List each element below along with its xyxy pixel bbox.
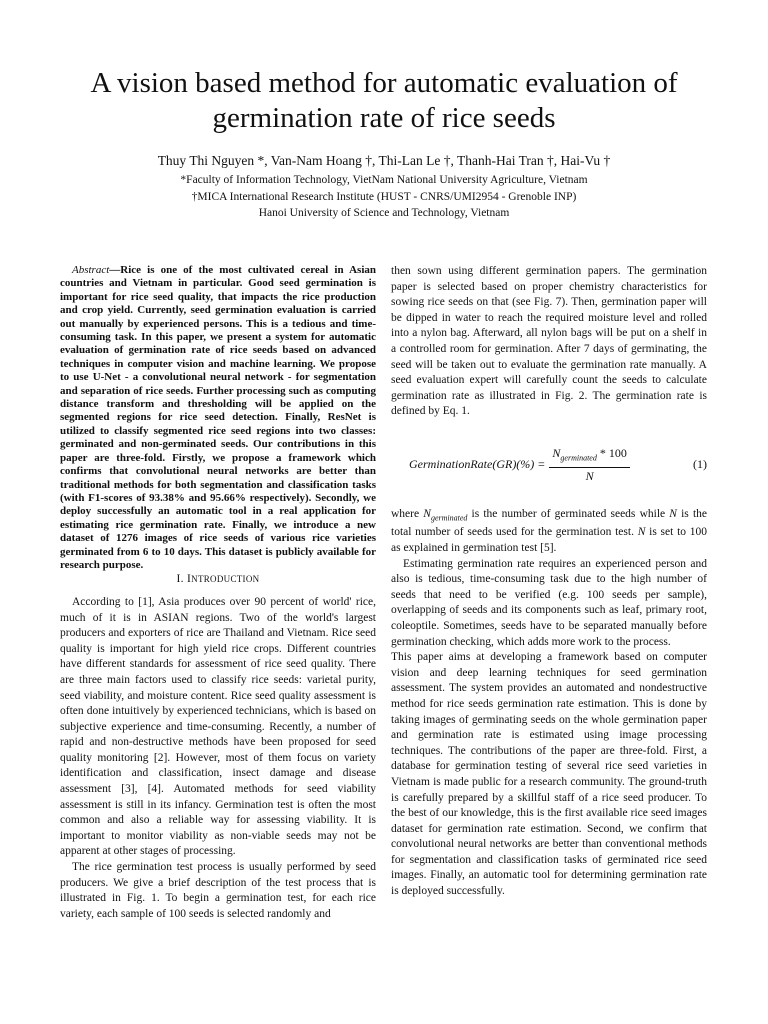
where-text-4: is set to 100 as explained in germination test [5].	[391, 526, 708, 554]
equation-body	[409, 446, 630, 485]
numerator-subscript: germinated	[560, 453, 597, 463]
abstract-text: Rice is one of the most cultivated cereal in Asian countries and Vietnam in particular. Good seed germination is important for rice seed quality, that impacts the rice production and crop yield. Currently, seed germination evaluation is carried out manually by experienced persons. This is a tedious and time-consuming task. In this paper, we present a system for automatic evaluation of germination rate of rice seeds based on advanced techniques in computer vision and machine learning. We propose to use U-Net - a convolutional neural network - for segmentation and separation of rice seeds. Further processing such as computing distance transform and thresholding will be applied on the segmented regions for rice seed detection. Finally, ResNet is utilized to classify segmented rice seed regions into two classes: germinated and non-germinated seeds. Our contributions in this paper are three-fold. Firstly, we propose a framework which confirms that convolutional neural networks are better than traditional methods for both segmentation and classification tasks (with F1-scores of 93.38% and 95.66% respectively). Secondly, we deploy successfully an automatic tool in a real application for estimating rice germination rate. Finally, we introduce a new dataset of 1276 images of rice seeds of various rice varieties germinated from 6 to 10 days. This dataset is publicly available for research purpose.	[60, 264, 376, 571]
paper-title	[40, 66, 728, 136]
equation-1	[391, 446, 707, 485]
affiliation-2: †MICA International Research Institute (HUST - CNRS/UMI2954 - Grenoble INP)	[191, 191, 577, 203]
affiliation-1: *Faculty of Information Technology, VietNam National University Agriculture, Vietnam	[180, 174, 588, 186]
right-paragraph-1: then sown using different germination papers. The germination paper is selected based on proper chemistry characteristics for sowing rice seeds on that (see Fig. 7). Then, germination paper will be dipped in water to reach the required moisture level and rolled into a nylon bag. Afterward, all nylon bags will be put on a shelf in a controlled room for germination. After 7 days of germinating, the seed will be taken out to evaluate the germination rate manually. A seed evaluation expert will carefully count the seeds to calculate germination rate as illustrated in Fig. 2. The germination rate is defined by Eq. 1.	[391, 265, 707, 418]
numerator-rest: * 100	[596, 445, 627, 460]
abstract-dash: —	[109, 264, 121, 276]
abstract-label: Abstract	[72, 264, 110, 276]
intro-paragraph-2: The rice germination test process is usually performed by seed producers. We give a brief description of the test process that is illustrated in Fig. 1. To begin a germination test, for each rice variety, each sample of 100 seeds is selected randomly and	[60, 861, 376, 920]
right-column	[391, 264, 707, 900]
title-line-2: germination rate of rice seeds	[212, 102, 556, 134]
where-text-2: is the number of germinated seeds while	[467, 507, 670, 520]
where-symbol-3: N	[637, 526, 646, 539]
equation-lhs: GerminationRate(GR)(%) =	[409, 457, 546, 472]
intro-paragraph-1: According to [1], Asia produces over 90 percent of world' rice, much of it is in ASIAN regions. Two of the world's largest producers and exporters of rice are Thailand and Vietnam. Rice seed quality is important for high yield rice crops. Different countries have different standards for assessment of rice seed quality. There are three main factors used to classify rice seeds: varietal purity, seed viability, and moisture content. Rice seed quality assessment is often done intuitively by experienced technicians, which is based on subjective experience and time-consuming. Recently, a number of rapid and non-destructive methods have been proposed for seed quality monitoring [2]. However, most of them focus on variety identification and classification, insect damage and disease assessment [3], [4]. Automated methods for seed viability assessment is still in its infancy. Germination test is often the most common and also a reliable way for assessing viability. It is important to monitor viability as non-viable seeds may not be apparent at other stages of processing.	[60, 595, 376, 858]
section-heading-introduction	[60, 572, 376, 588]
where-symbol-1: N	[423, 507, 431, 520]
where-paragraph	[391, 507, 707, 557]
equation-fraction	[549, 446, 629, 485]
title-line-1: A vision based method for automatic evaluation of	[90, 67, 678, 99]
affiliation-3: Hanoi University of Science and Technology, Vietnam	[258, 207, 510, 219]
section-title-initial: I	[187, 573, 192, 586]
abstract	[60, 264, 376, 572]
right-paragraph-4: This paper aims at developing a framework based on computer vision and deep learning techniques for seed germination assessment. The system provides an automated and nondestructive method for rice seeds germination rate estimation. This is done by taking images of germinating seeds on the whole germination paper and germination rate is estimated using image processing techniques. The contributions of the paper are three-fold. First, a database for germination testing of several rice seed varieties in Vietnam is made public for a research community. The ground-truth is carefully prepared by a skillful staff of a rice seed producer. To the best of our knowledge, this is the first available rice seed images dataset for germination rate estimation. Second, we confirm that convolutional neural networks are better than conventional methods for segmentation and classification tasks of germinated rice seed images. Finally, an automatic tool for determining germination rate is deployed successfully.	[391, 651, 707, 898]
left-column	[60, 264, 376, 922]
equation-numerator	[549, 446, 629, 468]
section-title-rest: NTRODUCTION	[191, 574, 260, 585]
where-text-1: where	[391, 507, 424, 520]
equation-denominator: N	[585, 468, 594, 483]
author-list: Thuy Thi Nguyen *, Van-Nam Hoang †, Thi-Lan Le †, Thanh-Hai Tran †, Hai-Vu †	[157, 153, 611, 168]
where-subscript-1: germinated	[430, 512, 468, 522]
numerator-symbol: N	[552, 445, 561, 460]
where-symbol-2: N	[669, 507, 677, 520]
where-text-3: is the total number of seeds used for the germination test.	[391, 507, 707, 539]
right-paragraph-3: Estimating germination rate requires an experienced person and also is tedious, time-consuming task due to the high number of seeds that need to be verified (e.g. 100 seeds per sample), overlapping of seeds and its components such as leaf, primary root, coleoptile. Sometimes, seeds have to be separated manually before germination checking, which adds more work to the process.	[391, 557, 707, 648]
section-number: I.	[176, 573, 188, 586]
equation-number: (1)	[693, 457, 707, 472]
